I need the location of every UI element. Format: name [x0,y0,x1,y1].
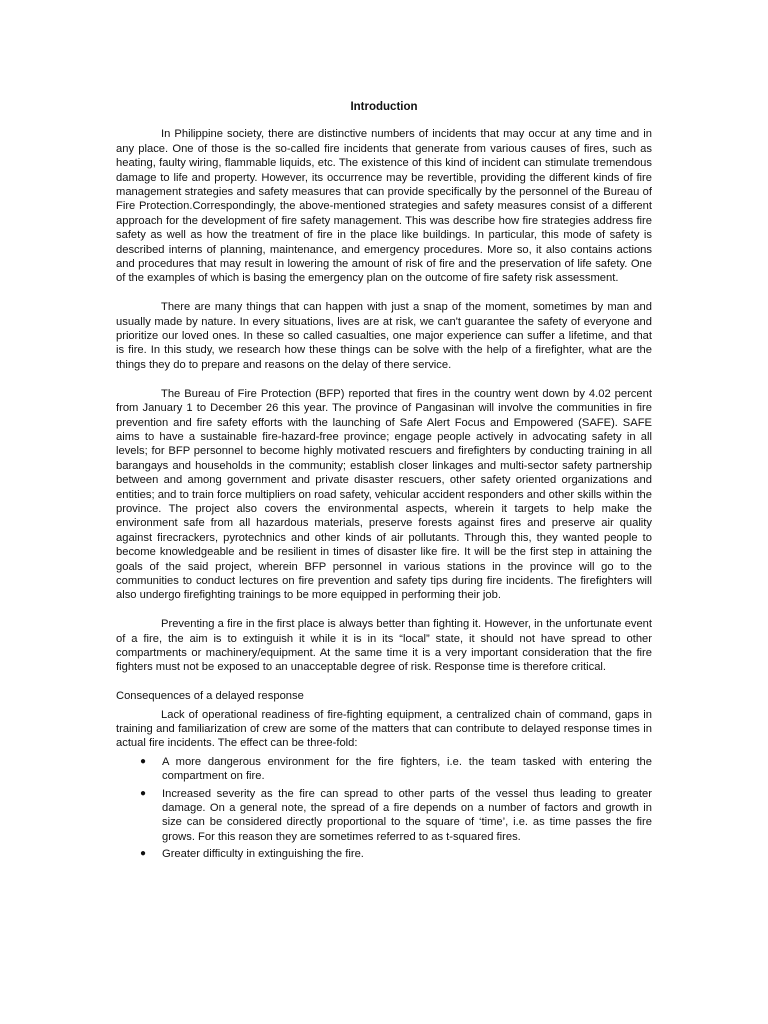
list-item-text: A more dangerous environment for the fire fighters, i.e. the team tasked with entering the compartment on fire. [162,755,652,783]
list-item [116,755,652,784]
list-item-text: Increased severity as the fire can spread to other parts of the vessel thus leading to greater damage. On a general note, the spread of a fire depends on a number of factors and growth in size can be considered directly proportional to the square of ‘time’, i.e. as time passes the fire grows. For this reason they are sometimes referred to as t-squared fires. [162,787,652,843]
bullet-list [116,755,652,862]
bullet-icon: ● [140,848,147,860]
list-item [116,847,652,861]
section-subheading: Consequences of a delayed response [116,690,304,703]
paragraph-3: The Bureau of Fire Protection (BFP) reported that fires in the country went down by 4.02 percent from January 1 to December 26 this year. The province of Pangasinan will involve the communities in fire prevention and fire safety efforts with the launching of Safe Alert Focus and Empowered (SAFE). SAFE aims to have a sustainable fire-hazard-free province; engage people actively in advocating safety in all levels; for BFP personnel to become highly motivated rescuers and firefighters by conducting training in all barangays and households in the community; establish closer linkages and multi-sector safety partnership between and among government and private disaster rescuers, other safety oriented organizations and entities; and to train force multipliers on road safety, vehicular accident responders and other skills within the province. The project also covers the environmental aspects, wherein it targets to help make the environment safe from all hazardous materials, preserve forests against fires and preserve air quality against firecrackers, pyrotechnics and other kinds of air pollutants. Through this, they wanted people to become knowledgeable and be resilient in times of disaster like fire. It will be the first step in attaining the goals of the said project, wherein BFP personnel in various stations in the province will go to the communities to conduct lectures on fire prevention and safety tips during fire incidents. The firefighters will also undergo firefighting trainings to be more equipped in performing their job. [116,387,652,602]
document-title: Introduction [350,101,418,113]
bullet-icon: ● [140,787,147,799]
list-item [116,787,652,845]
paragraph-1: In Philippine society, there are distinctive numbers of incidents that may occur at any time and in any place. One of those is the so-called fire incidents that generate from various causes of fires, such as heating, faulty wiring, flammable liquids, etc. The existence of this kind of incident can stimulate tremendous damage to life and property. However, its occurrence may be revertible, providing the different kinds of fire management strategies and safety measures that can provide specifically by the personnel of the Bureau of Fire Protection.Correspondingly, the above-mentioned strategies and safety measures consist of a different approach for the development of fire safety management. This was describe how fire strategies address fire safety as well as how the treatment of fire in the place like buildings. In particular, this mode of safety is described interns of planning, maintenance, and emergency procedures. More so, it also contains actions and procedures that may result in lowering the amount of risk of fire and the preservation of life safety. One of the examples of which is basing the emergency plan on the outcome of fire safety risk assessment. [116,128,652,285]
paragraph-4: Preventing a fire in the first place is always better than fighting it. However, in the unfortunate event of a fire, the aim is to extinguish it while it is in its “local” state, it should not have spread to other compartments or machinery/equipment. At the same time it is a very important consideration that the fire fighters must not be exposed to an unacceptable degree of risk. Response time is therefore critical. [116,618,652,674]
bullet-icon: ● [140,755,147,767]
paragraph-2: There are many things that can happen with just a snap of the moment, sometimes by man and usually made by nature. In every situations, lives are at risk, we can't guarantee the safety of everyone and prioritize our loved ones. In these so called casualties, one major experience can suffer a lifetime, and that is fire. In this study, we research how these things can be solve with the help of a firefighter, what are the things they do to prepare and reasons on the delay of there service. [116,301,652,371]
list-item-text: Greater difficulty in extinguishing the fire. [162,848,364,861]
consequences-paragraph: Lack of operational readiness of fire-fighting equipment, a centralized chain of command, gaps in training and familiarization of crew are some of the matters that can contribute to delayed response times in actual fire incidents. The effect can be three-fold: [116,708,652,750]
